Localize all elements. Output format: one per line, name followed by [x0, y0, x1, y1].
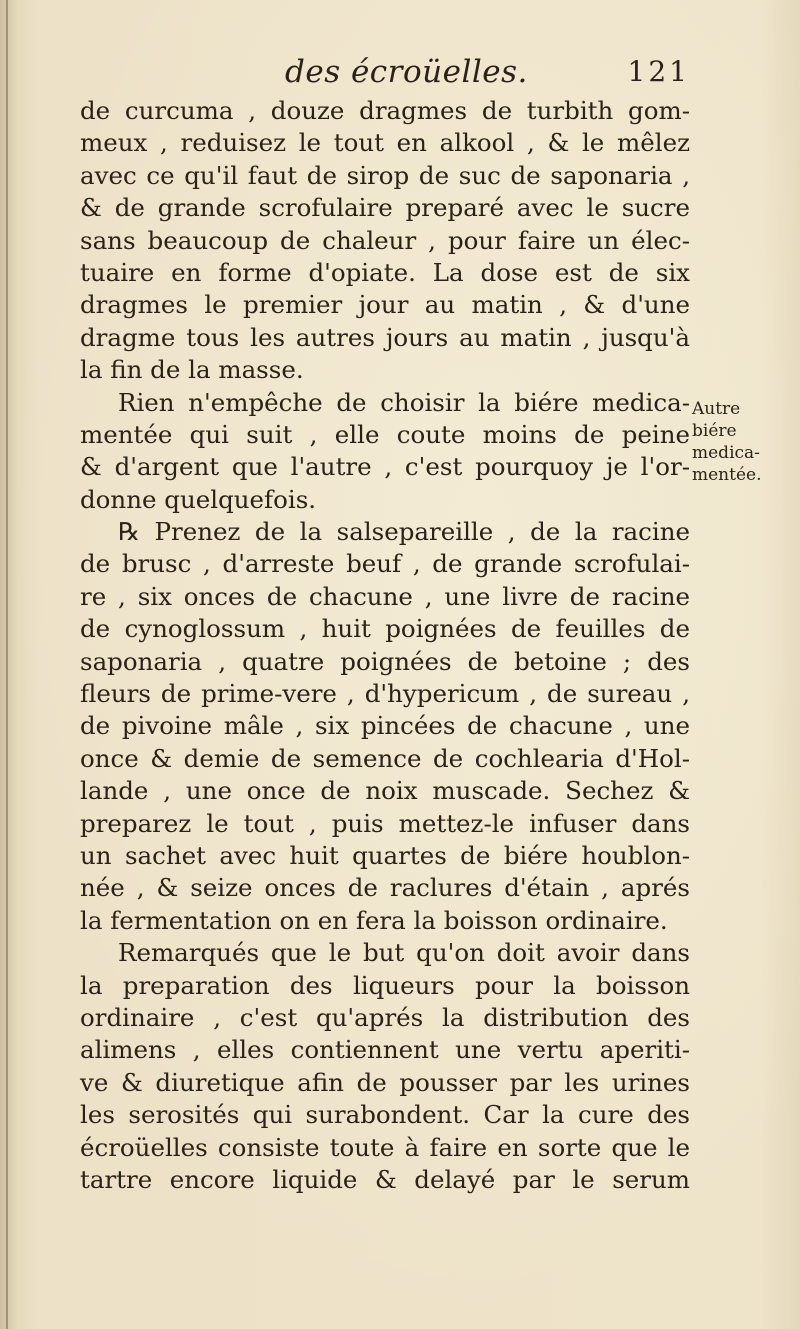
text-line: de brusc , d'arreste beuf , de grande scrofulai- — [80, 549, 690, 579]
text-line: meux , reduisez le tout en alkool , & le mêlez — [80, 128, 690, 158]
text-line: Rien n'empêche de choisir la biére medica- — [118, 387, 690, 417]
text-line: ordinaire , c'est qu'aprés la distribution des — [80, 1002, 690, 1032]
text-line: ve & diuretique afin de pousser par les urines — [80, 1067, 690, 1097]
margin-note-line: medica- — [692, 443, 760, 463]
text-line: mentée qui suit , elle coute moins de peine — [80, 419, 690, 449]
margin-note-line: mentée. — [692, 465, 762, 485]
text-line: les serosités qui surabondent. Car la cure des — [80, 1100, 690, 1130]
text-line: once & demie de semence de cochlearia d'Hol- — [80, 743, 690, 773]
page-gutter — [6, 0, 8, 1329]
text-line: donne quelquefois. — [80, 484, 317, 514]
margin-note — [692, 398, 792, 486]
text-line: la preparation des liqueurs pour la boisson — [80, 970, 690, 1000]
text-line: saponaria , quatre poignées de betoine ; des — [80, 646, 690, 676]
running-title: des écroüelles. — [285, 54, 528, 90]
text-line: écroüelles consiste toute à faire en sorte que le — [80, 1132, 690, 1162]
text-line: un sachet avec huit quartes de biére houblon- — [80, 840, 690, 870]
text-line: & d'argent que l'autre , c'est pourquoy je l'or- — [80, 452, 690, 482]
text-line: preparez le tout , puis mettez-le infuser dans — [80, 808, 690, 838]
text-line: alimens , elles contiennent une vertu aperiti- — [80, 1035, 690, 1065]
running-head — [80, 48, 690, 96]
text-line: lande , une once de noix muscade. Sechez & — [80, 776, 690, 806]
text-line: & de grande scrofulaire preparé avec le sucre — [80, 193, 690, 223]
body-text — [80, 95, 690, 1196]
text-line: fleurs de prime-vere , d'hypericum , de sureau , — [80, 679, 690, 709]
text-line: Remarqués que le but qu'on doit avoir dans — [118, 938, 690, 968]
text-line: de pivoine mâle , six pincées de chacune , une — [80, 711, 690, 741]
margin-note-line: biére — [692, 421, 737, 441]
text-line: sans beaucoup de chaleur , pour faire un élec- — [80, 225, 690, 255]
text-line: de cynoglossum , huit poignées de feuilles de — [80, 614, 690, 644]
text-line: la fermentation on en fera la boisson ordinaire. — [80, 905, 668, 935]
text-line: tuaire en forme d'opiate. La dose est de six — [80, 257, 690, 287]
page-number: 121 — [627, 55, 690, 88]
text-line: re , six onces de chacune , une livre de racine — [80, 581, 690, 611]
text-line: tartre encore liquide & delayé par le serum — [80, 1164, 690, 1194]
text-line: de curcuma , douze dragmes de turbith gom- — [80, 96, 690, 125]
text-line: née , & seize onces de raclures d'étain , aprés — [80, 873, 690, 903]
text-line: avec ce qu'il faut de sirop de suc de saponaria , — [80, 160, 690, 190]
recipe-line: ℞ Prenez de la salsepareille , de la racine — [118, 517, 690, 547]
margin-note-line: Autre — [692, 399, 741, 419]
text-line: dragme tous les autres jours au matin , jusqu'à — [80, 322, 690, 352]
text-line: dragmes le premier jour au matin , & d'une — [80, 290, 690, 320]
text-line: la fin de la masse. — [80, 355, 304, 385]
